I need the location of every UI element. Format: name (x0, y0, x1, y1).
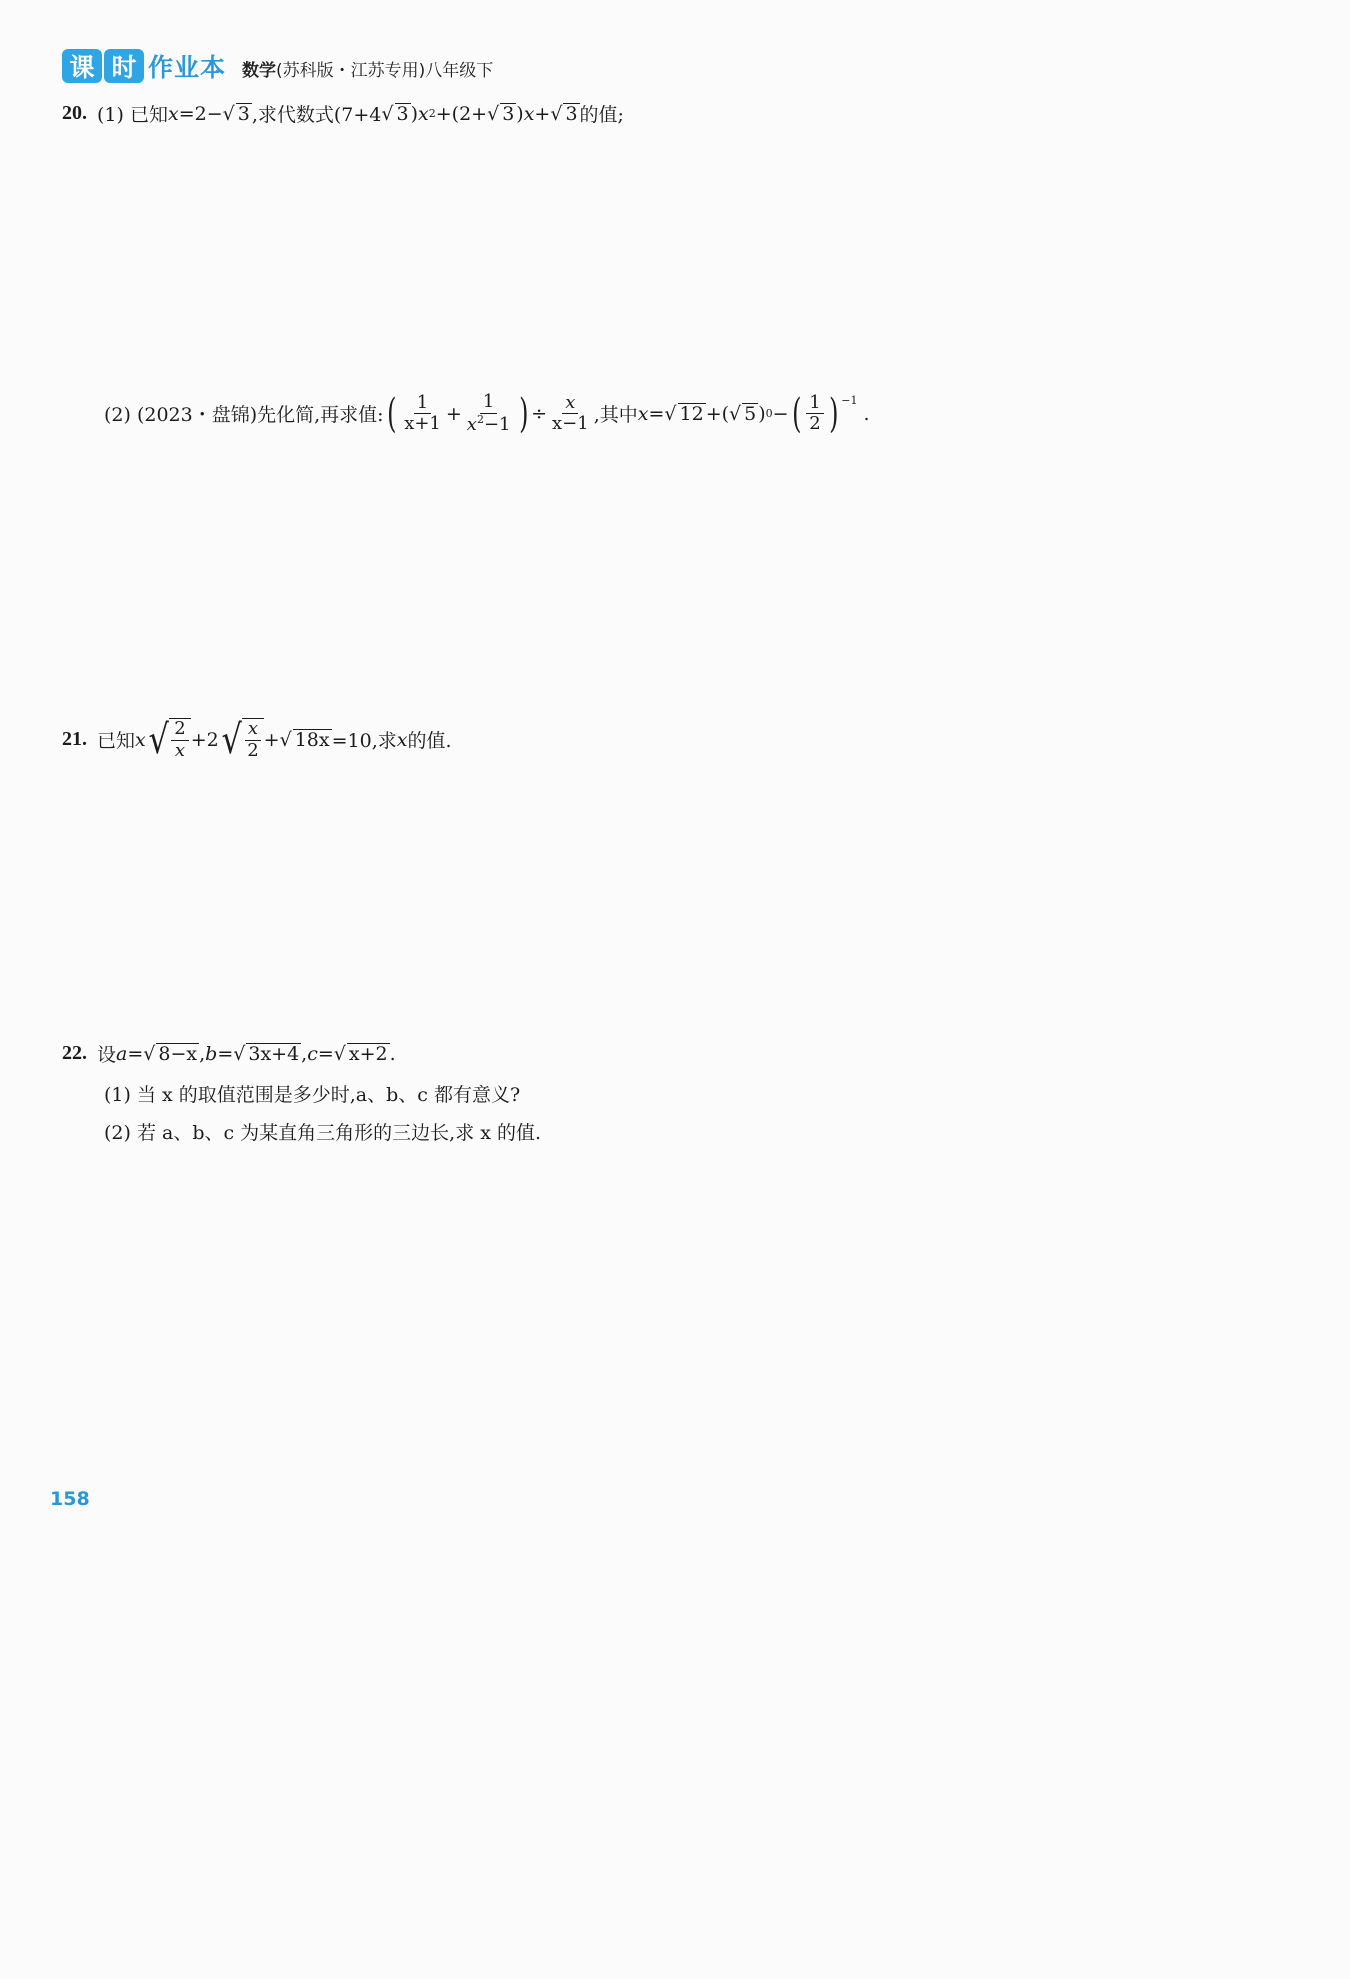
var-x: x (637, 402, 649, 425)
sqrt-sign: √ (487, 102, 500, 125)
open-paren: ( (386, 390, 397, 437)
text: , (199, 1042, 206, 1065)
denominator: x−1 (552, 413, 589, 435)
fraction (401, 393, 444, 435)
var-x: x (418, 102, 429, 125)
q21 (62, 718, 452, 761)
sqrt-sign: √ (729, 402, 742, 425)
text: 的值. (407, 730, 452, 753)
fraction (464, 392, 514, 435)
var-a: a (116, 1042, 128, 1065)
text: = (217, 1042, 234, 1065)
logo-char-ke: 课 (62, 49, 102, 83)
denominator (464, 414, 514, 436)
text: + (534, 102, 551, 125)
denominator: 2 (809, 413, 821, 435)
header-subtitle (242, 56, 493, 81)
numerator: 1 (806, 393, 823, 415)
var-b: b (205, 1042, 218, 1065)
q20-p2-label: (2) (2023・盘锦)先化简,再求值: (104, 404, 384, 427)
text: 的值; (579, 104, 624, 126)
var-x: x (396, 728, 408, 751)
divide-sign: ÷ (531, 402, 548, 425)
var-x: x (174, 739, 186, 761)
sqrt-sign: √ (148, 716, 169, 763)
sqrt-sign: √ (550, 102, 563, 125)
radicand: 3 (396, 102, 409, 125)
var-x: x (167, 102, 179, 125)
text: =2− (178, 102, 223, 125)
question-number: 21. (62, 728, 87, 751)
fraction (806, 393, 823, 435)
text: +(2+ (435, 102, 488, 125)
text: + (445, 402, 462, 425)
exponent: 2 (428, 107, 436, 120)
text: . (389, 1042, 396, 1065)
exponent: 2 (476, 412, 484, 426)
radicand: 3 (237, 102, 250, 125)
radicand (242, 718, 263, 761)
sqrt-fraction (219, 718, 264, 761)
radicand: 5 (744, 402, 757, 425)
sqrt-sign: √ (221, 716, 242, 763)
q20-p1-label: (1) 已知 (97, 104, 168, 126)
text: = (317, 1042, 334, 1065)
sqrt-fraction (146, 718, 191, 761)
numerator: 2 (171, 719, 188, 741)
text: +( (705, 402, 730, 425)
text: ) (410, 102, 419, 125)
radicand: x+2 (348, 1042, 388, 1065)
sqrt-sign: √ (143, 1042, 156, 1065)
radicand (169, 718, 190, 761)
denominator (172, 741, 188, 762)
var-x: x (523, 102, 535, 125)
sqrt-sign: √ (381, 102, 394, 125)
text: ) (516, 102, 524, 125)
open-paren: ( (791, 390, 802, 437)
sqrt-sign: √ (222, 102, 235, 125)
q21-label: 已知 (97, 730, 136, 753)
exponent: 0 (765, 407, 773, 421)
denominator: x+1 (404, 413, 441, 435)
radicand: 12 (679, 402, 704, 425)
question-number: 20. (62, 102, 87, 124)
subject-label: 数学 (242, 60, 277, 81)
numerator (245, 719, 261, 741)
var-c: c (307, 1042, 318, 1065)
text: − (772, 402, 789, 425)
sqrt-sign: √ (333, 1042, 346, 1065)
close-paren: ) (518, 390, 528, 437)
exponent: −1 (841, 394, 858, 407)
text: = (127, 1042, 144, 1065)
page-number: 158 (50, 1488, 90, 1510)
numerator (562, 393, 578, 415)
text: . (863, 402, 870, 425)
radicand: 8−x (158, 1042, 198, 1065)
q22-part2: (2) 若 a、b、c 为某直角三角形的三边长,求 x 的值. (104, 1122, 542, 1144)
radicand: 3 (502, 102, 515, 125)
radicand: 18x (294, 728, 330, 751)
logo-text: 作业本 (148, 53, 227, 82)
sqrt-sign: √ (233, 1042, 246, 1065)
q20-part1 (62, 100, 624, 127)
denominator: 2 (247, 739, 259, 761)
q22-stem (62, 1040, 396, 1067)
text: + (263, 728, 280, 751)
text: −1 (483, 413, 511, 435)
sqrt-sign: √ (279, 728, 292, 751)
fraction (549, 393, 592, 435)
numerator: 1 (480, 392, 497, 414)
radicand: 3 (565, 102, 578, 125)
var-x: x (135, 728, 146, 751)
fraction (244, 719, 261, 761)
q22-part1: (1) 当 x 的取值范围是多少时,a、b、c 都有意义? (104, 1084, 521, 1106)
q22-label: 设 (97, 1044, 117, 1066)
text: = (648, 402, 665, 425)
text: +2 (190, 728, 219, 751)
close-paren: ) (828, 390, 839, 437)
numerator: 1 (414, 393, 431, 415)
var-x: x (565, 391, 576, 413)
var-x: x (466, 413, 477, 435)
var-x: x (247, 718, 258, 739)
page-header (62, 46, 493, 86)
question-number: 22. (62, 1042, 87, 1064)
text: ,其中 (593, 404, 638, 427)
fraction (171, 719, 188, 761)
edition-label: (苏科版・江苏专用)八年级下 (276, 60, 494, 81)
text: ,求代数式(7+4 (251, 104, 382, 126)
radicand: 3x+4 (248, 1042, 300, 1065)
text: , (301, 1042, 308, 1065)
q20-part2 (104, 392, 870, 435)
logo-char-shi: 时 (104, 49, 144, 83)
text: =10,求 (331, 730, 397, 753)
sqrt-sign: √ (664, 402, 677, 425)
text: ) (758, 402, 766, 425)
